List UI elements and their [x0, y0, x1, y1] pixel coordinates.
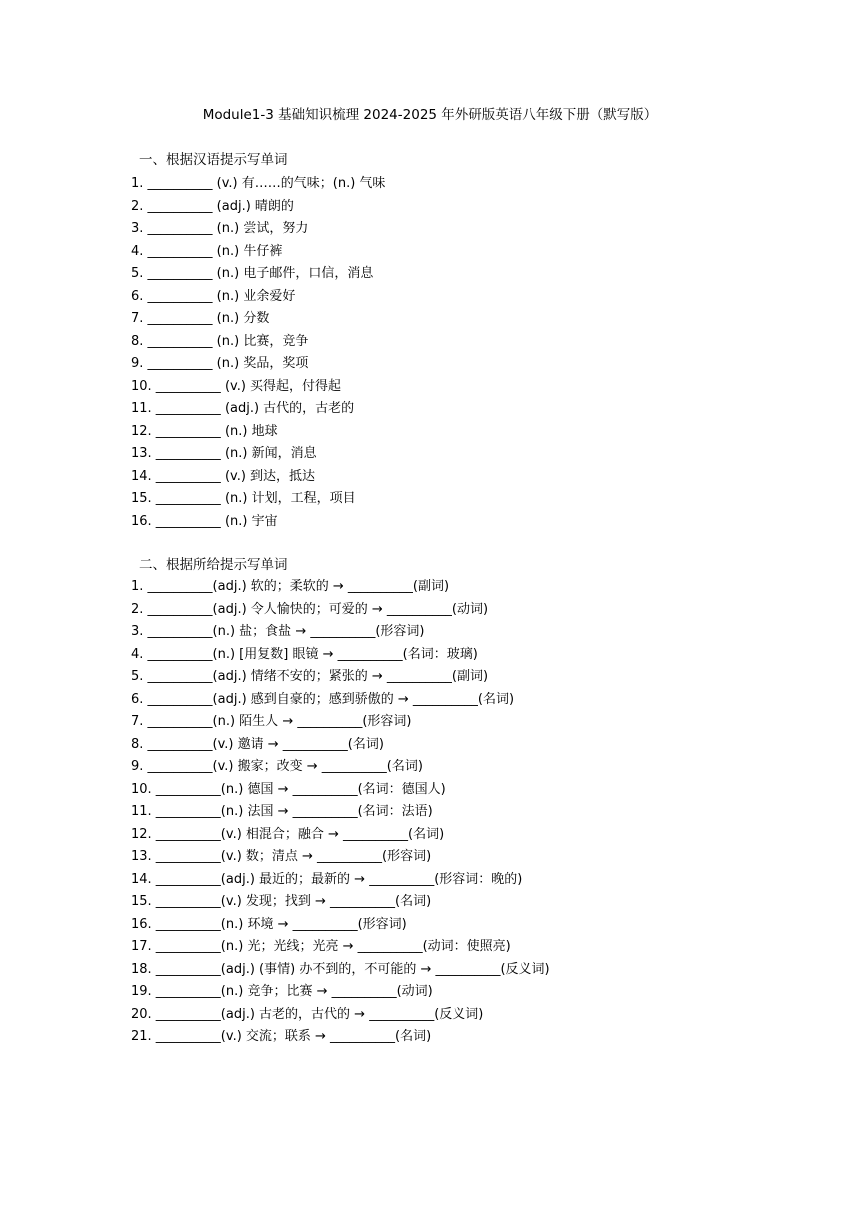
exercise-item: 11. __________(n.) 法国 → __________(名词：法语) [131, 804, 433, 819]
exercise-item: 1. __________ (v.) 有……的气味；(n.) 气味 [131, 176, 386, 191]
exercise-item: 3. __________ (n.) 尝试，努力 [131, 221, 309, 236]
exercise-item: 5. __________ (n.) 电子邮件，口信，消息 [131, 266, 374, 281]
exercise-item: 2. __________ (adj.) 晴朗的 [131, 198, 294, 214]
exercise-item: 11. __________ (adj.) 古代的，古老的 [131, 401, 355, 416]
exercise-item: 16. __________(n.) 环境 → __________(形容词) [131, 916, 407, 932]
exercise-item: 4. __________ (n.) 牛仔裤 [131, 243, 283, 259]
section-1-list [131, 173, 385, 533]
exercise-item: 7. __________ (n.) 分数 [131, 311, 270, 326]
exercise-item: 8. __________(v.) 邀请 → __________(名词) [131, 736, 384, 752]
exercise-item: 9. __________ (n.) 奖品，奖项 [131, 356, 309, 371]
exercise-item: 15. __________ (n.) 计划，工程，项目 [131, 491, 356, 506]
exercise-item: 20. __________(adj.) 古老的，古代的 → __________(反义词) [131, 1006, 484, 1022]
exercise-item: 12. __________(v.) 相混合；融合 → __________(名词) [131, 826, 445, 842]
exercise-item: 10. __________ (v.) 买得起，付得起 [131, 378, 342, 394]
exercise-item: 4. __________(n.) [用复数] 眼镜 → __________(名词：玻璃) [131, 646, 478, 662]
exercise-item: 16. __________ (n.) 宇宙 [131, 513, 278, 529]
section-2-heading: 二、根据所给提示写单词 [139, 557, 288, 573]
exercise-item: 6. __________ (n.) 业余爱好 [131, 288, 296, 304]
exercise-item: 17. __________(n.) 光；光线；光亮 → __________(动词：使照亮) [131, 939, 511, 954]
document-title: Module1-3 基础知识梳理 2024-2025 年外研版英语八年级下册（默写版） [202, 107, 658, 123]
exercise-item: 13. __________ (n.) 新闻，消息 [131, 446, 317, 461]
exercise-item: 3. __________(n.) 盐；食盐 → __________(形容词) [131, 624, 425, 639]
exercise-item: 12. __________ (n.) 地球 [131, 423, 278, 439]
exercise-item: 7. __________(n.) 陌生人 → __________(形容词) [131, 714, 412, 729]
exercise-item: 5. __________(adj.) 情绪不安的；紧张的 → __________(副词) [131, 669, 489, 684]
exercise-item: 8. __________ (n.) 比赛，竞争 [131, 333, 309, 349]
section-1-heading: 一、根据汉语提示写单词 [139, 152, 288, 168]
exercise-item: 2. __________(adj.) 令人愉快的；可爱的 → __________(动词) [131, 601, 489, 617]
exercise-item: 9. __________(v.) 搬家；改变 → __________(名词) [131, 759, 423, 774]
exercise-item: 6. __________(adj.) 感到自豪的；感到骄傲的 → __________(名词) [131, 691, 515, 707]
exercise-item: 14. __________(adj.) 最近的；最新的 → __________(形容词：晚的) [131, 871, 523, 887]
exercise-item: 1. __________(adj.) 软的；柔软的 → __________(副词) [131, 579, 450, 594]
exercise-item: 14. __________ (v.) 到达，抵达 [131, 468, 316, 484]
section-2-list [131, 576, 550, 1049]
exercise-item: 15. __________(v.) 发现；找到 → __________(名词) [131, 894, 432, 909]
exercise-item: 13. __________(v.) 数；清点 → __________(形容词) [131, 849, 432, 864]
exercise-item: 21. __________(v.) 交流；联系 → __________(名词) [131, 1029, 432, 1044]
exercise-item: 18. __________(adj.) (事情) 办不到的，不可能的 → __________(反义词) [131, 961, 550, 977]
exercise-item: 10. __________(n.) 德国 → __________(名词：德国人) [131, 781, 446, 797]
exercise-item: 19. __________(n.) 竞争；比赛 → __________(动词) [131, 984, 433, 999]
